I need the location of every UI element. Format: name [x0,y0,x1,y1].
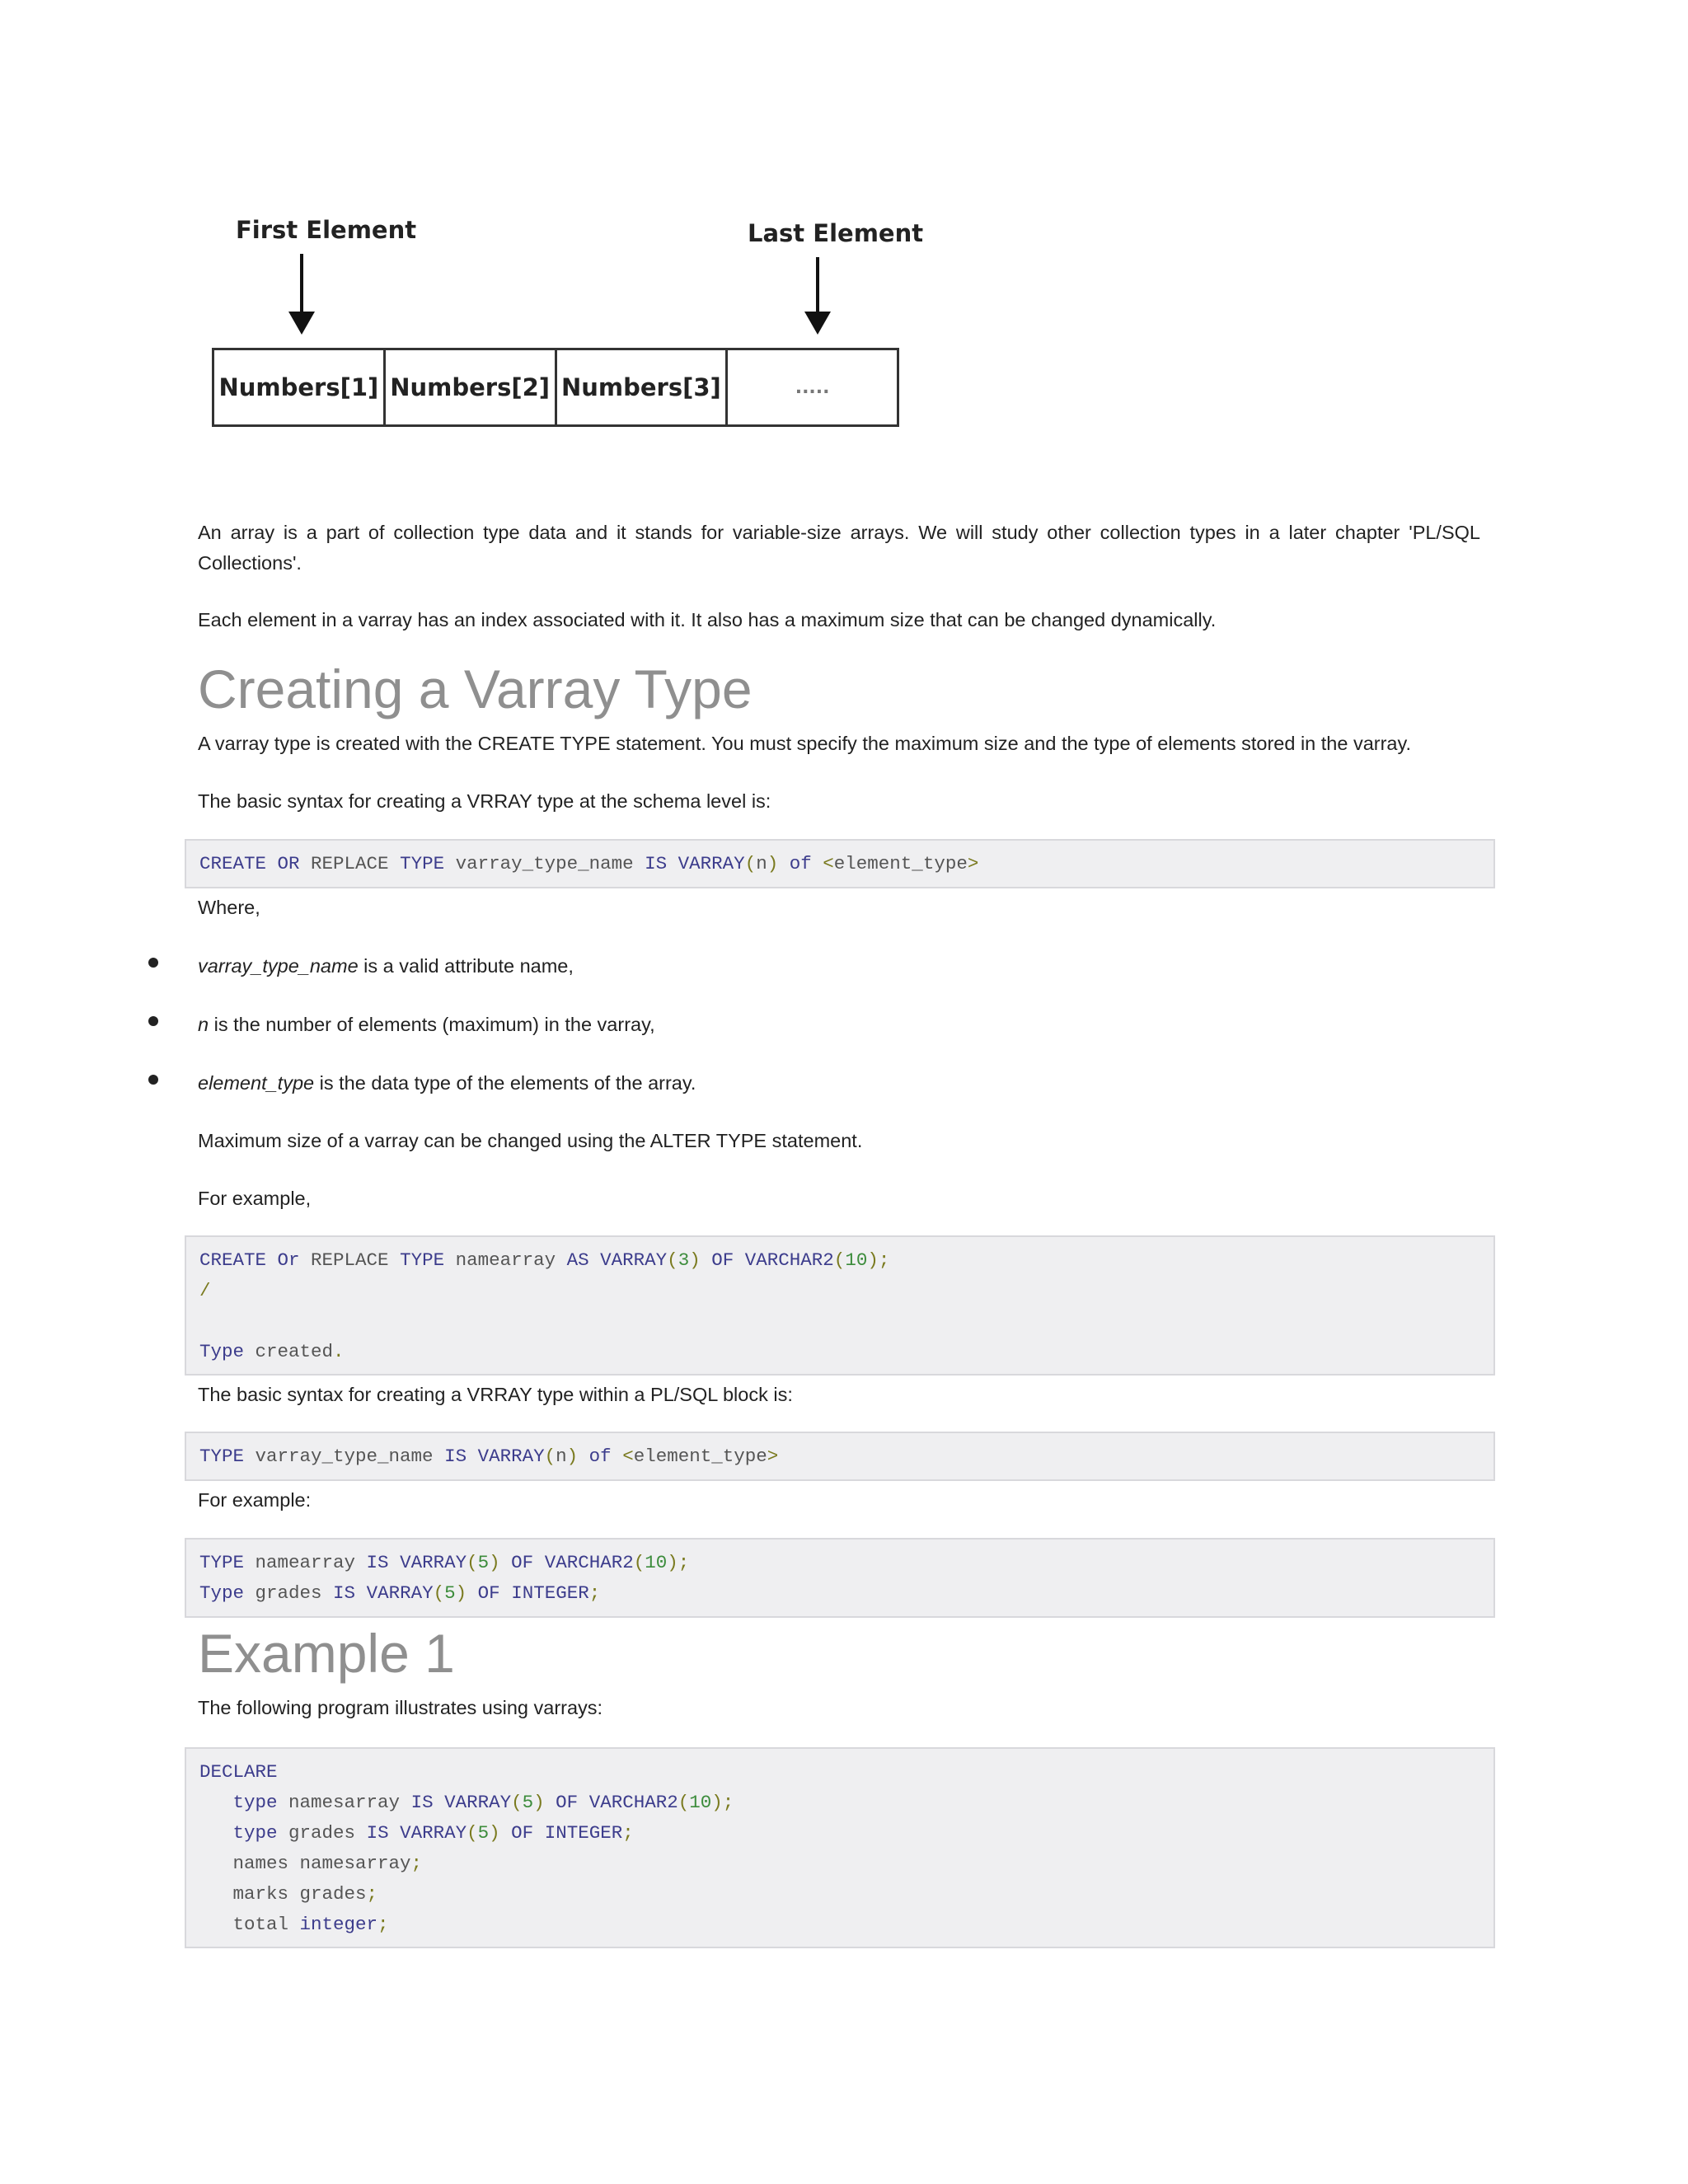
code-block-syntax-schema: CREATE OR REPLACE TYPE varray_type_name IS VARRAY(n) of <element_type> [185,839,1495,888]
last-element-label: Last Element [748,219,924,247]
array-cells [212,348,899,427]
section1-paragraph-5: The basic syntax for creating a VRRAY type within a PL/SQL block is: [198,1384,793,1405]
bullet-icon [148,1075,158,1085]
bullet-icon [148,1016,158,1026]
section1-paragraph-3: Maximum size of a varray can be changed using the ALTER TYPE statement. [198,1130,863,1151]
code-block-example-schema: CREATE Or REPLACE TYPE namearray AS VARRAY(3) OF VARCHAR2(10); / Type created. [185,1235,1495,1376]
last-element-arrow-icon [816,257,819,330]
section1-paragraph-4: For example, [198,1188,312,1209]
bullet-item: element_type is the data type of the elements of the array. [198,1072,696,1094]
array-cell: Numbers[2] [386,350,557,424]
first-element-label: First Element [236,216,417,244]
array-diagram [198,206,923,445]
array-cell: ..... [795,377,830,398]
array-cell: Numbers[1] [214,350,386,424]
section1-paragraph-1: A varray type is created with the CREATE TYPE statement. You must specify the maximum size and the type of elements stored in the varray. [198,733,1412,754]
bullet-icon [148,958,158,968]
intro-paragraph-1: An array is a part of collection type data and it stands for variable-size arrays. We will study other collection types in a later chapter 'PL/SQL Collections'. [198,522,1480,574]
section2-paragraph-1: The following program illustrates using varrays: [198,1697,603,1718]
bullet-item: varray_type_name is a valid attribute name, [198,955,574,977]
heading-creating-varray-type: Creating a Varray Type [198,658,753,719]
code-block-syntax-plsql: TYPE varray_type_name IS VARRAY(n) of <element_type> [185,1432,1495,1481]
first-element-arrow-icon [300,254,303,330]
array-cell: Numbers[3] [557,350,729,424]
section1-paragraph-6: For example: [198,1489,312,1511]
section1-paragraph-2: The basic syntax for creating a VRRAY type at the schema level is: [198,790,771,812]
intro-paragraph-2: Each element in a varray has an index associated with it. It also has a maximum size that can be changed dynamically. [198,609,1217,630]
heading-example-1: Example 1 [198,1623,455,1684]
code-block-example-plsql: TYPE namearray IS VARRAY(5) OF VARCHAR2(10); Type grades IS VARRAY(5) OF INTEGER; [185,1538,1495,1618]
bullet-item: n is the number of elements (maximum) in the varray, [198,1014,655,1035]
code-block-example-1: DECLARE type namesarray IS VARRAY(5) OF VARCHAR2(10); type grades IS VARRAY(5) OF INTEGER; names namesarray; marks grades; total integer; [185,1747,1495,1948]
where-label: Where, [198,897,260,918]
